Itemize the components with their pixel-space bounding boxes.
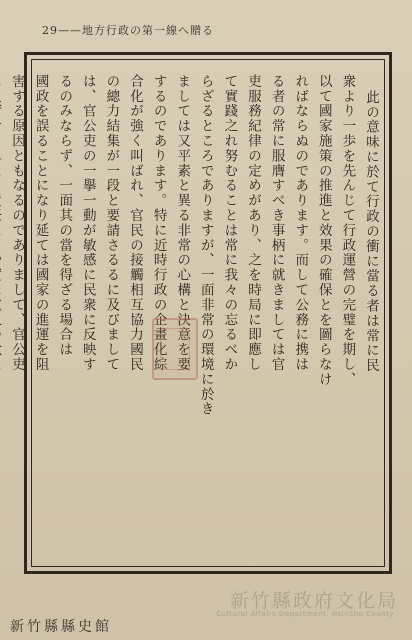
text-column: らざるところでありますが、一面非常の環境に於き xyxy=(197,74,214,417)
text-column: 以て國家施策の推進と效果の確保とを圖らなけ xyxy=(315,74,332,387)
text-column: は、官公吏の一擧一動が敏感に民衆に反映す xyxy=(79,74,96,372)
text-column: 國政を誤ることになり延ては國家の進運を阻 xyxy=(32,74,49,372)
text-column: る者の常に服膺すべき事柄に就きましては官 xyxy=(268,74,285,372)
text-column: るのみならず、一面其の當を得ざる場合は xyxy=(56,74,73,358)
archive-watermark: 新竹縣政府文化局 xyxy=(229,590,398,612)
faded-seal-stamp xyxy=(152,318,198,380)
text-column: ましては又平素と異る非常の心構と決意を要 xyxy=(174,74,191,372)
text-column: て實踐之れ努むることは常に我々の忘るべか xyxy=(221,74,238,372)
text-column: ればならぬのであります。而して公務に携は xyxy=(292,74,309,372)
running-header: 29——地方行政の第一線へ贈る xyxy=(42,24,214,37)
text-column xyxy=(0,74,2,554)
text-column: 此の意味に於て行政の衝に當る者は常に民 xyxy=(363,90,379,374)
text-column: 衆より一歩を先んじて行政運營の完璧を期し、 xyxy=(339,74,356,387)
text-column: 合化が強く叫ばれ、官民の接觸相互協力國民 xyxy=(127,74,143,372)
text-column: 害する原因ともなるのでありまして、官公吏 xyxy=(9,74,25,372)
archive-watermark-subtitle: Cultural Affairs Department, Hsinchu County xyxy=(216,610,394,618)
library-ownership-mark: 新竹縣縣史館 xyxy=(10,619,112,635)
text-column: 吏服務紀律の定めがあり、之を時局に即應し xyxy=(245,74,261,372)
text-column: の總力結集が一段と要請さるるに及びまして xyxy=(103,74,120,372)
vertical-text-body xyxy=(9,52,392,574)
text-column: するのであります。特に近時行政の企畫化綜 xyxy=(150,74,167,372)
